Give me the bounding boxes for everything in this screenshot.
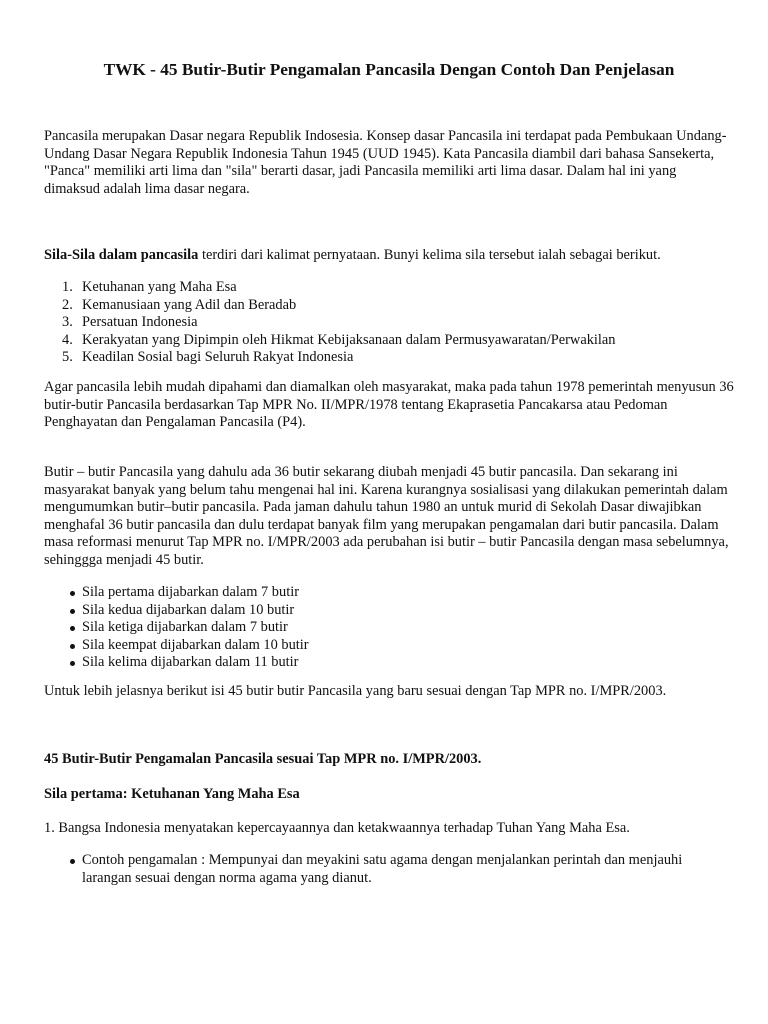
butir-paragraph: Butir – butir Pancasila yang dahulu ada 36 butir sekarang diubah menjadi 45 butir pancasila. Dan sekarang ini masyarakat banyak yang belum tahu mengenai hal ini. Karena kurangnya sosialisasi yang dilakukan pemerintah dalam mengumumkan butir–butir pancasila. Pada jaman dahulu tahun 1980 an untuk murid di Sekolah Dasar diwajibkan menghafal 36 butir pancasila dan dulu terdapat banyak film yang merupakan pengamalan dari butir pancasila. Dalam masa reformasi menurut Tap MPR no. I/MPR/2003 ada perubahan isi butir – butir Pancasila dengan masa sebelumnya, sehinggga menjadi 45 butir. xyxy=(44,464,729,568)
list-number: 3. xyxy=(62,314,73,330)
list-item-text: Persatuan Indonesia xyxy=(82,314,198,330)
list-item xyxy=(44,279,734,297)
sila1-example-list xyxy=(44,852,734,887)
list-number: 4. xyxy=(62,331,73,348)
sila-intro-paragraph xyxy=(44,247,734,265)
list-item xyxy=(44,332,734,350)
list-item xyxy=(44,349,734,367)
list-number: 5. xyxy=(62,349,73,365)
detail-intro-paragraph: Untuk lebih jelasnya berikut isi 45 butir butir Pancasila yang baru sesuai dengan Tap MPR no. I/MPR/2003. xyxy=(44,683,667,699)
list-item xyxy=(44,314,734,332)
sila1-heading-text: Sila pertama: Ketuhanan Yang Maha Esa xyxy=(44,786,300,802)
list-item-text: Kemanusiaan yang Adil dan Beradab xyxy=(82,296,297,313)
sila-heading-bold: Sila-Sila dalam pancasila xyxy=(44,247,199,263)
list-number: 1. xyxy=(62,279,73,295)
intro-paragraph: Pancasila merupakan Dasar negara Republik Indosesia. Konsep dasar Pancasila ini terdapat pada Pembukaan Undang-Undang Dasar Negara Republik Indonesia Tahun 1945 (UUD 1945). Kata Pancasila diambil dari bahasa Sansekerta, "Panca" memiliki arti lima dan "sila" berarti dasar, jadi Pancasila memiliki arti lima dasar. Dalam hal ini yang dimaksud adalah lima dasar negara. xyxy=(44,128,727,197)
list-item: Sila kelima dijabarkan dalam 11 butir xyxy=(44,654,734,672)
sila1-heading xyxy=(44,786,734,804)
list-item: Sila pertama dijabarkan dalam 7 butir xyxy=(44,584,734,602)
list-item-text: Kerakyatan yang Dipimpin oleh Hikmat Kebijaksanaan dalam Permusyawaratan/Perwakilan xyxy=(82,331,616,348)
list-item-text: Keadilan Sosial bagi Seluruh Rakyat Indonesia xyxy=(82,349,354,365)
list-item: Sila keempat dijabarkan dalam 10 butir xyxy=(44,637,734,655)
butir-list xyxy=(44,584,734,672)
sila-list xyxy=(44,279,734,367)
list-item: Contoh pengamalan : Mempunyai dan meyakini satu agama dengan menjalankan perintah dan menjauhi larangan sesuai dengan norma agama yang dianut. xyxy=(44,852,734,887)
p4-paragraph: Agar pancasila lebih mudah dipahami dan diamalkan oleh masyarakat, maka pada tahun 1978 pemerintah menyusun 36 butir-butir Pancasila berdasarkan Tap MPR No. II/MPR/1978 tentang Ekaprasetia Pancakarsa atau Pedoman Penghayatan dan Pengalaman Pancasila (P4). xyxy=(44,379,734,430)
section-heading xyxy=(44,751,734,769)
list-number: 2. xyxy=(62,296,73,313)
list-item xyxy=(44,297,734,315)
list-item-text: Ketuhanan yang Maha Esa xyxy=(82,279,237,295)
list-item: Sila ketiga dijabarkan dalam 7 butir xyxy=(44,619,734,637)
sila-heading-rest: terdiri dari kalimat pernyataan. Bunyi kelima sila tersebut ialah sebagai berikut. xyxy=(198,247,661,263)
section-heading-text: 45 Butir-Butir Pengamalan Pancasila sesuai Tap MPR no. I/MPR/2003. xyxy=(44,751,482,767)
sila1-point1: 1. Bangsa Indonesia menyatakan kepercayaannya dan ketakwaannya terhadap Tuhan Yang Maha Esa. xyxy=(44,820,630,836)
list-item: Sila kedua dijabarkan dalam 10 butir xyxy=(44,602,734,620)
document-title: TWK - 45 Butir-Butir Pengamalan Pancasila Dengan Contoh Dan Penjelasan xyxy=(103,60,675,79)
